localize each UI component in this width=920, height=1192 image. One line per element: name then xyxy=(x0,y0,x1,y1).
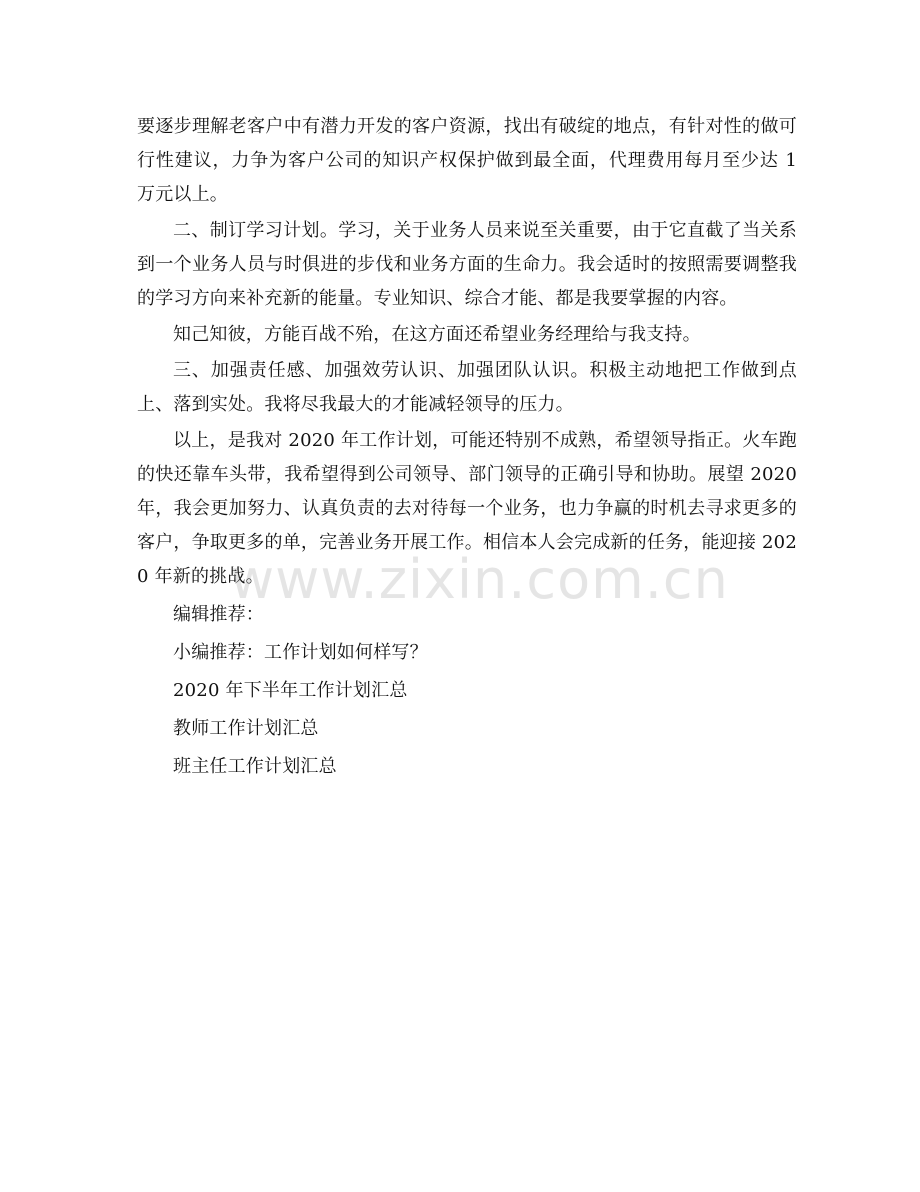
recommend-link-teacher-plan[interactable]: 教师工作计划汇总 xyxy=(173,718,319,739)
recommend-heading: 编辑推荐： xyxy=(173,604,264,625)
paragraph-conclusion: 以上，是我对 2020 年工作计划，可能还特别不成熟，希望领导指正。火车跑的快还靠车头带，我希望得到公司领导、部门领导的正确引导和协助。展望 2020 年，我会更加努力、认真负责的去对待每一个业务，也力争赢的时机去寻求更多的客户，争取更多的单，完善业务开展工作。相信本人会完成新的任务，能迎接 2020 年新的挑战。 xyxy=(137,430,797,587)
paragraph-know-yourself: 知己知彼，方能百战不殆，在这方面还希望业务经理给与我支持。 xyxy=(173,324,701,345)
paragraph-responsibility: 三、加强责任感、加强效劳认识、加强团队认识。积极主动地把工作做到点上、落到实处。我将尽我最大的才能减轻领导的压力。 xyxy=(137,360,797,415)
recommend-link-second-half-plan[interactable]: 2020 年下半年工作计划汇总 xyxy=(173,680,408,701)
watermark: www.zixin.com.cn xyxy=(230,548,729,611)
paragraph-study-plan: 二、制订学习计划。学习，关于业务人员来说至关重要，由于它直截了当关系到一个业务人员与时俱进的步伐和业务方面的生命力。我会适时的按照需要调整我的学习方向来补充新的能量。专业知识、综合才能、都是我要掌握的内容。 xyxy=(137,220,797,309)
document-page xyxy=(137,110,797,786)
recommend-section xyxy=(137,596,797,786)
paragraph-continuation: 要逐步理解老客户中有潜力开发的客户资源，找出有破绽的地点，有针对性的做可行性建议，力争为客户公司的知识产权保护做到最全面，代理费用每月至少达 1 万元以上。 xyxy=(137,116,797,205)
recommend-link-head-teacher-plan[interactable]: 班主任工作计划汇总 xyxy=(173,756,337,777)
recommend-link-how-to-write[interactable]: 小编推荐：工作计划如何样写？ xyxy=(173,642,428,663)
